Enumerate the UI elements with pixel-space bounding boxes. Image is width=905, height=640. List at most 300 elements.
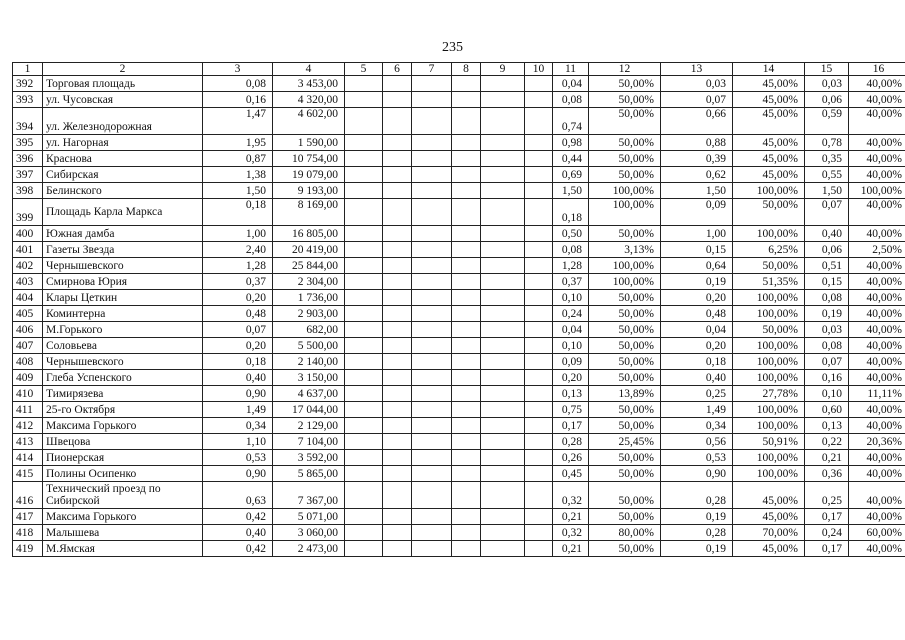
value-cell: [452, 450, 481, 466]
value-cell: 2 129,00: [273, 418, 345, 434]
value-cell: [345, 290, 383, 306]
value-cell: 20,36%: [849, 434, 905, 450]
row-number-cell: 413: [13, 434, 43, 450]
value-cell: [345, 242, 383, 258]
value-cell: 45,00%: [733, 509, 805, 525]
row-number-cell: 418: [13, 525, 43, 541]
value-cell: 0,09: [661, 199, 733, 226]
street-name-cell: Полины Осипенко: [43, 466, 203, 482]
value-cell: [412, 541, 452, 557]
value-cell: [345, 450, 383, 466]
value-cell: 0,64: [661, 258, 733, 274]
value-cell: 0,15: [661, 242, 733, 258]
value-cell: [525, 242, 553, 258]
value-cell: [481, 226, 525, 242]
value-cell: 3 060,00: [273, 525, 345, 541]
value-cell: 0,24: [553, 306, 589, 322]
value-cell: [525, 290, 553, 306]
value-cell: 0,16: [203, 92, 273, 108]
value-cell: [481, 167, 525, 183]
value-cell: 0,10: [553, 290, 589, 306]
value-cell: 50,00%: [589, 509, 661, 525]
table-row: [13, 418, 905, 434]
table-row: [13, 151, 905, 167]
value-cell: 50,00%: [733, 199, 805, 226]
value-cell: 1,50: [805, 183, 849, 199]
value-cell: [345, 92, 383, 108]
value-cell: 50,00%: [589, 167, 661, 183]
value-cell: 100,00%: [733, 338, 805, 354]
value-cell: 50,00%: [589, 370, 661, 386]
value-cell: [345, 322, 383, 338]
value-cell: 0,22: [805, 434, 849, 450]
column-header: 9: [481, 63, 525, 76]
value-cell: 0,36: [805, 466, 849, 482]
value-cell: 7 367,00: [273, 482, 345, 509]
street-name-cell: Чернышевского: [43, 258, 203, 274]
value-cell: 0,08: [805, 290, 849, 306]
table-row: [13, 482, 905, 509]
value-cell: [481, 290, 525, 306]
column-header: 2: [43, 63, 203, 76]
value-cell: [481, 418, 525, 434]
table-row: [13, 541, 905, 557]
value-cell: 0,69: [553, 167, 589, 183]
value-cell: 5 071,00: [273, 509, 345, 525]
table-row: [13, 242, 905, 258]
value-cell: 0,19: [661, 274, 733, 290]
value-cell: 0,34: [203, 418, 273, 434]
value-cell: [412, 76, 452, 92]
value-cell: 40,00%: [849, 418, 905, 434]
value-cell: [481, 322, 525, 338]
value-cell: [452, 402, 481, 418]
value-cell: 0,07: [203, 322, 273, 338]
column-header: 8: [452, 63, 481, 76]
value-cell: 50,00%: [589, 322, 661, 338]
row-number-cell: 402: [13, 258, 43, 274]
row-number-cell: 409: [13, 370, 43, 386]
value-cell: [481, 338, 525, 354]
column-header: 16: [849, 63, 905, 76]
table-row: [13, 76, 905, 92]
value-cell: 5 500,00: [273, 338, 345, 354]
value-cell: 0,50: [553, 226, 589, 242]
table-row: [13, 199, 905, 226]
street-name-cell: Глеба Успенского: [43, 370, 203, 386]
value-cell: 0,09: [553, 354, 589, 370]
value-cell: 9 193,00: [273, 183, 345, 199]
value-cell: 1,10: [203, 434, 273, 450]
value-cell: [452, 541, 481, 557]
street-name-cell: Швецова: [43, 434, 203, 450]
value-cell: 7 104,00: [273, 434, 345, 450]
value-cell: [452, 151, 481, 167]
value-cell: 3 592,00: [273, 450, 345, 466]
value-cell: [481, 354, 525, 370]
value-cell: 0,44: [553, 151, 589, 167]
value-cell: [525, 466, 553, 482]
value-cell: [452, 322, 481, 338]
value-cell: [525, 199, 553, 226]
row-number-cell: 411: [13, 402, 43, 418]
value-cell: 0,45: [553, 466, 589, 482]
value-cell: 40,00%: [849, 322, 905, 338]
value-cell: [383, 482, 412, 509]
value-cell: 45,00%: [733, 151, 805, 167]
value-cell: 0,07: [805, 199, 849, 226]
value-cell: 100,00%: [589, 183, 661, 199]
value-cell: 5 865,00: [273, 466, 345, 482]
value-cell: 0,26: [553, 450, 589, 466]
row-number-cell: 416: [13, 482, 43, 509]
value-cell: 0,48: [661, 306, 733, 322]
value-cell: 100,00%: [733, 418, 805, 434]
value-cell: [383, 226, 412, 242]
value-cell: [345, 274, 383, 290]
value-cell: 4 320,00: [273, 92, 345, 108]
column-header: 13: [661, 63, 733, 76]
column-header: 14: [733, 63, 805, 76]
value-cell: 0,04: [661, 322, 733, 338]
value-cell: [525, 509, 553, 525]
street-name-cell: Чернышевского: [43, 354, 203, 370]
row-number-cell: 415: [13, 466, 43, 482]
value-cell: [481, 242, 525, 258]
value-cell: 0,28: [553, 434, 589, 450]
value-cell: 0,35: [805, 151, 849, 167]
value-cell: [383, 258, 412, 274]
value-cell: 60,00%: [849, 525, 905, 541]
value-cell: [525, 274, 553, 290]
value-cell: [345, 541, 383, 557]
value-cell: 0,63: [203, 482, 273, 509]
value-cell: [452, 199, 481, 226]
value-cell: 0,66: [661, 108, 733, 135]
value-cell: [345, 525, 383, 541]
value-cell: [412, 135, 452, 151]
value-cell: 45,00%: [733, 76, 805, 92]
value-cell: [412, 274, 452, 290]
value-cell: [345, 434, 383, 450]
value-cell: [383, 183, 412, 199]
value-cell: 0,40: [203, 370, 273, 386]
value-cell: 0,40: [805, 226, 849, 242]
value-cell: 45,00%: [733, 482, 805, 509]
value-cell: 4 637,00: [273, 386, 345, 402]
value-cell: [383, 92, 412, 108]
value-cell: [383, 466, 412, 482]
value-cell: [481, 306, 525, 322]
value-cell: 0,59: [805, 108, 849, 135]
value-cell: [481, 274, 525, 290]
value-cell: 16 805,00: [273, 226, 345, 242]
value-cell: 50,00%: [589, 76, 661, 92]
value-cell: 0,87: [203, 151, 273, 167]
value-cell: [452, 183, 481, 199]
value-cell: 80,00%: [589, 525, 661, 541]
value-cell: 1,28: [203, 258, 273, 274]
value-cell: 0,08: [203, 76, 273, 92]
value-cell: 0,53: [661, 450, 733, 466]
value-cell: [525, 151, 553, 167]
value-cell: [412, 466, 452, 482]
value-cell: 0,53: [203, 450, 273, 466]
value-cell: 11,11%: [849, 386, 905, 402]
value-cell: [481, 402, 525, 418]
value-cell: [481, 541, 525, 557]
value-cell: 40,00%: [849, 76, 905, 92]
value-cell: 0,13: [805, 418, 849, 434]
value-cell: [525, 386, 553, 402]
value-cell: [481, 434, 525, 450]
value-cell: [345, 183, 383, 199]
table-row: [13, 450, 905, 466]
value-cell: 27,78%: [733, 386, 805, 402]
value-cell: [525, 322, 553, 338]
value-cell: 0,90: [203, 466, 273, 482]
street-name-cell: 25-го Октября: [43, 402, 203, 418]
table-row: [13, 226, 905, 242]
value-cell: [345, 108, 383, 135]
row-number-cell: 398: [13, 183, 43, 199]
row-number-cell: 396: [13, 151, 43, 167]
value-cell: [383, 242, 412, 258]
value-cell: 0,08: [553, 242, 589, 258]
value-cell: [412, 434, 452, 450]
value-cell: 100,00%: [733, 183, 805, 199]
value-cell: [345, 386, 383, 402]
value-cell: 0,03: [805, 322, 849, 338]
value-cell: 100,00%: [733, 402, 805, 418]
value-cell: 100,00%: [733, 290, 805, 306]
street-name-cell: Клары Цеткин: [43, 290, 203, 306]
column-header: 3: [203, 63, 273, 76]
value-cell: 40,00%: [849, 354, 905, 370]
value-cell: [525, 354, 553, 370]
value-cell: 0,04: [553, 76, 589, 92]
value-cell: [345, 418, 383, 434]
value-cell: 45,00%: [733, 108, 805, 135]
value-cell: [412, 108, 452, 135]
value-cell: 0,42: [203, 509, 273, 525]
value-cell: 1,00: [661, 226, 733, 242]
table-row: [13, 183, 905, 199]
value-cell: 100,00%: [849, 183, 905, 199]
value-cell: 1 590,00: [273, 135, 345, 151]
value-cell: 40,00%: [849, 509, 905, 525]
table-row: [13, 434, 905, 450]
value-cell: 4 602,00: [273, 108, 345, 135]
street-name-cell: ул. Чусовская: [43, 92, 203, 108]
value-cell: [452, 135, 481, 151]
table-row: [13, 386, 905, 402]
value-cell: 0,55: [805, 167, 849, 183]
value-cell: [345, 167, 383, 183]
table-row: [13, 290, 905, 306]
column-header: 11: [553, 63, 589, 76]
value-cell: 0,19: [661, 509, 733, 525]
value-cell: [452, 482, 481, 509]
street-name-cell: Максима Горького: [43, 509, 203, 525]
value-cell: [452, 354, 481, 370]
row-number-cell: 401: [13, 242, 43, 258]
value-cell: 50,00%: [589, 306, 661, 322]
value-cell: [525, 183, 553, 199]
row-number-cell: 404: [13, 290, 43, 306]
row-number-cell: 414: [13, 450, 43, 466]
street-name-cell: Белинского: [43, 183, 203, 199]
value-cell: 1,49: [203, 402, 273, 418]
column-header: 15: [805, 63, 849, 76]
row-number-cell: 407: [13, 338, 43, 354]
value-cell: [452, 306, 481, 322]
value-cell: [481, 108, 525, 135]
value-cell: 45,00%: [733, 135, 805, 151]
column-header: 4: [273, 63, 345, 76]
value-cell: 1,47: [203, 108, 273, 135]
value-cell: 50,00%: [589, 418, 661, 434]
value-cell: [383, 418, 412, 434]
table-row: [13, 167, 905, 183]
value-cell: 50,00%: [589, 135, 661, 151]
value-cell: [452, 434, 481, 450]
value-cell: 0,37: [553, 274, 589, 290]
value-cell: [525, 370, 553, 386]
value-cell: 0,17: [805, 509, 849, 525]
value-cell: [412, 290, 452, 306]
column-header: 1: [13, 63, 43, 76]
value-cell: [481, 151, 525, 167]
table-row: [13, 466, 905, 482]
column-header: 5: [345, 63, 383, 76]
value-cell: 2 304,00: [273, 274, 345, 290]
value-cell: [412, 306, 452, 322]
value-cell: [481, 183, 525, 199]
value-cell: 0,37: [203, 274, 273, 290]
value-cell: 25 844,00: [273, 258, 345, 274]
value-cell: 40,00%: [849, 199, 905, 226]
value-cell: 40,00%: [849, 290, 905, 306]
row-number-cell: 399: [13, 199, 43, 226]
value-cell: 40,00%: [849, 482, 905, 509]
value-cell: 13,89%: [589, 386, 661, 402]
value-cell: [345, 354, 383, 370]
value-cell: 0,07: [805, 354, 849, 370]
value-cell: [452, 418, 481, 434]
value-cell: 1 736,00: [273, 290, 345, 306]
value-cell: 0,21: [805, 450, 849, 466]
table-row: [13, 135, 905, 151]
value-cell: 50,00%: [733, 258, 805, 274]
value-cell: 20 419,00: [273, 242, 345, 258]
value-cell: [383, 322, 412, 338]
value-cell: 1,38: [203, 167, 273, 183]
value-cell: 0,06: [805, 242, 849, 258]
value-cell: 8 169,00: [273, 199, 345, 226]
value-cell: [345, 258, 383, 274]
value-cell: 50,00%: [589, 226, 661, 242]
value-cell: 2,50%: [849, 242, 905, 258]
value-cell: [383, 386, 412, 402]
table-row: [13, 322, 905, 338]
value-cell: 50,00%: [589, 151, 661, 167]
value-cell: 0,19: [805, 306, 849, 322]
row-number-cell: 395: [13, 135, 43, 151]
value-cell: [452, 525, 481, 541]
value-cell: [481, 76, 525, 92]
value-cell: 0,48: [203, 306, 273, 322]
value-cell: [412, 199, 452, 226]
value-cell: [481, 386, 525, 402]
value-cell: 2 903,00: [273, 306, 345, 322]
value-cell: [345, 306, 383, 322]
street-name-cell: Максима Горького: [43, 418, 203, 434]
value-cell: 2,40: [203, 242, 273, 258]
value-cell: 40,00%: [849, 466, 905, 482]
value-cell: 0,39: [661, 151, 733, 167]
row-number-cell: 392: [13, 76, 43, 92]
value-cell: 0,28: [661, 525, 733, 541]
value-cell: 0,16: [805, 370, 849, 386]
value-cell: [481, 525, 525, 541]
value-cell: 0,28: [661, 482, 733, 509]
street-name-cell: Сибирская: [43, 167, 203, 183]
value-cell: [383, 525, 412, 541]
value-cell: [345, 199, 383, 226]
street-name-cell: Торговая площадь: [43, 76, 203, 92]
table-row: [13, 354, 905, 370]
value-cell: 100,00%: [733, 450, 805, 466]
value-cell: [525, 167, 553, 183]
value-cell: 40,00%: [849, 151, 905, 167]
value-cell: 40,00%: [849, 135, 905, 151]
column-header: 10: [525, 63, 553, 76]
value-cell: [383, 402, 412, 418]
table-row: [13, 306, 905, 322]
value-cell: [525, 135, 553, 151]
value-cell: [345, 135, 383, 151]
value-cell: 40,00%: [849, 541, 905, 557]
value-cell: [383, 290, 412, 306]
value-cell: [452, 242, 481, 258]
value-cell: 6,25%: [733, 242, 805, 258]
value-cell: 0,78: [805, 135, 849, 151]
value-cell: 0,90: [203, 386, 273, 402]
value-cell: 40,00%: [849, 108, 905, 135]
street-name-cell: Технический проезд по Сибирской: [43, 482, 203, 509]
value-cell: 1,50: [661, 183, 733, 199]
value-cell: [525, 434, 553, 450]
value-cell: [383, 541, 412, 557]
street-name-cell: Газеты Звезда: [43, 242, 203, 258]
value-cell: [412, 482, 452, 509]
value-cell: [525, 92, 553, 108]
value-cell: 40,00%: [849, 92, 905, 108]
value-cell: [383, 135, 412, 151]
value-cell: 50,00%: [589, 541, 661, 557]
value-cell: 40,00%: [849, 226, 905, 242]
value-cell: [525, 541, 553, 557]
column-header: 12: [589, 63, 661, 76]
value-cell: 0,07: [661, 92, 733, 108]
value-cell: [481, 135, 525, 151]
value-cell: 40,00%: [849, 274, 905, 290]
value-cell: 0,20: [661, 290, 733, 306]
table-header-row: [13, 63, 905, 76]
table-row: [13, 258, 905, 274]
value-cell: 0,56: [661, 434, 733, 450]
